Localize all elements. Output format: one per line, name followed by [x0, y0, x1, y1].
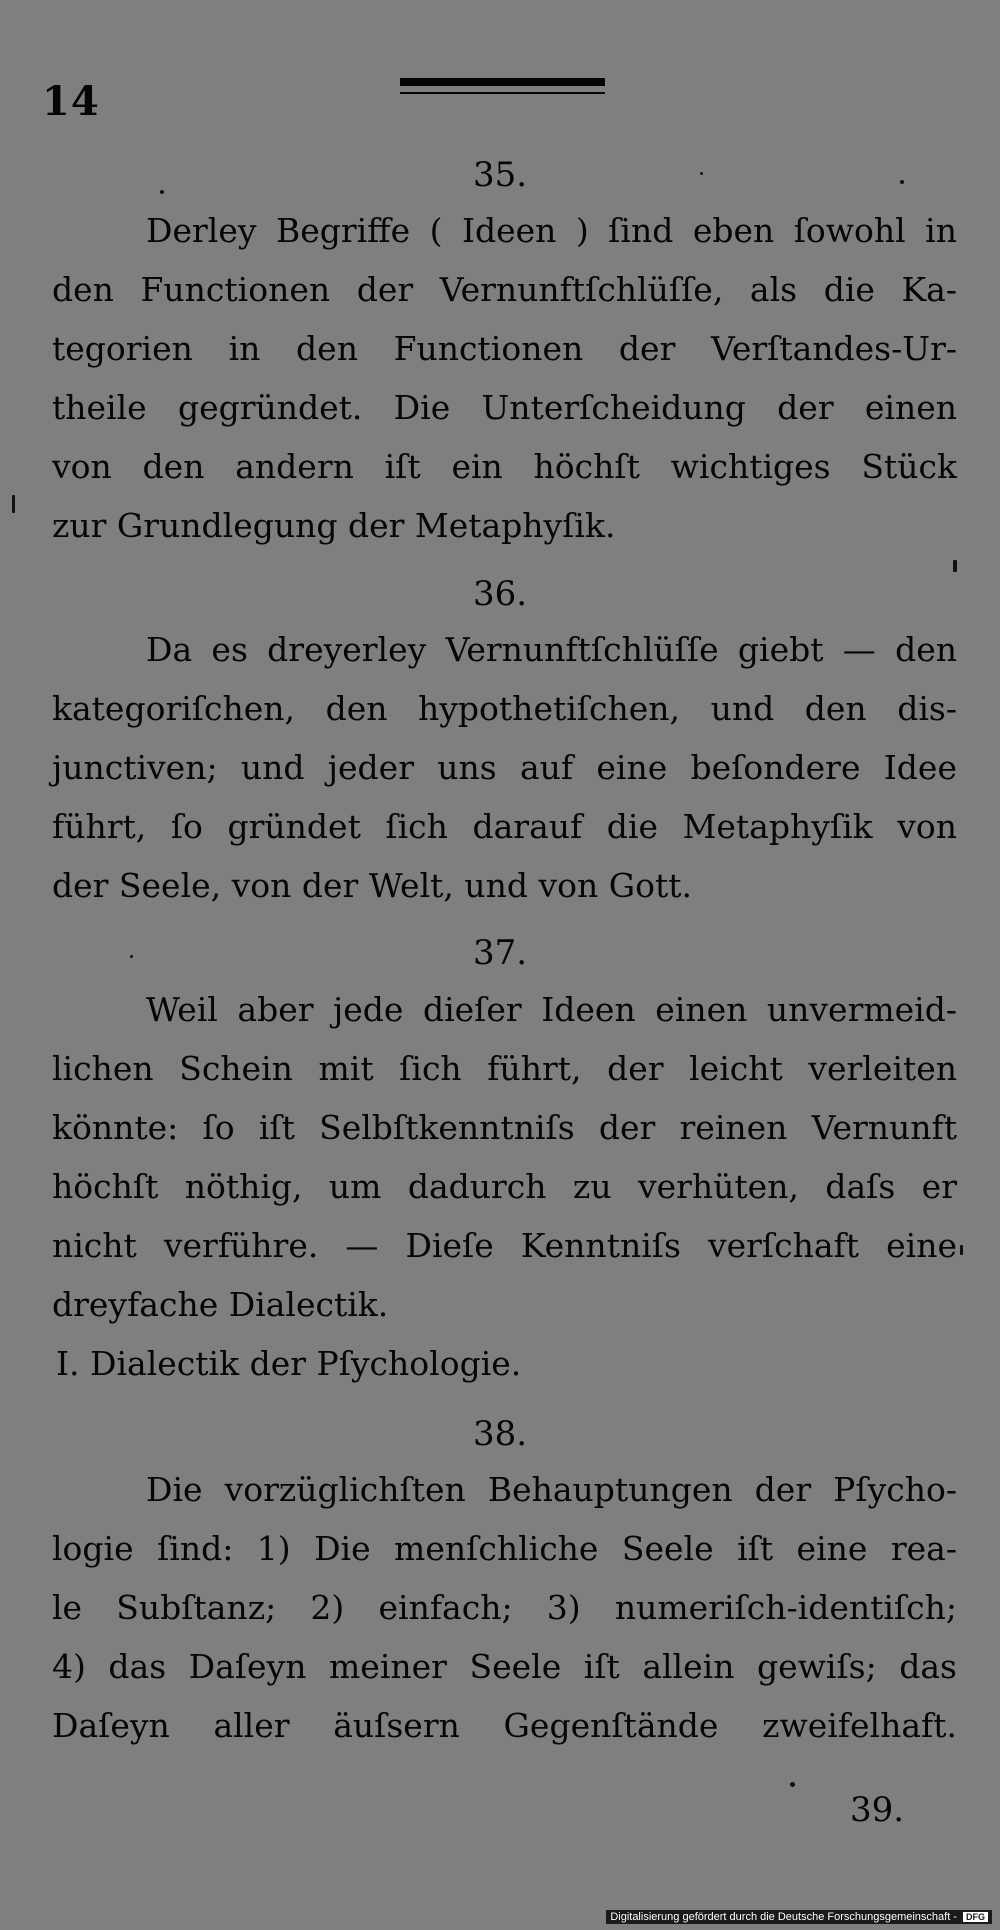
scan-speck: [130, 955, 133, 958]
text-line: nicht verführe. — Dieſe Kenntniſs verſchaft eine: [52, 1226, 957, 1265]
section-number: 36.: [472, 574, 528, 614]
scan-speck: [160, 190, 164, 194]
header-rule: [400, 78, 605, 86]
dfg-logo: DFG: [963, 1912, 988, 1922]
catchword: 39.: [850, 1790, 905, 1830]
text-line: führt, ſo gründet ſich darauf die Metaphyſik von: [52, 807, 957, 846]
page-number: 14: [42, 78, 100, 125]
text-line: den Functionen der Vernunftſchlüſſe, als die Ka-: [52, 270, 957, 309]
text-line: 4) das Daſeyn meiner Seele iſt allein gewiſs; das: [52, 1647, 957, 1686]
digitization-footer: [606, 1910, 992, 1924]
text-line: junctiven; und jeder uns auf eine beſondere Idee: [52, 748, 957, 787]
text-line: Die vorzüglichſten Behauptungen der Pſycho-: [146, 1470, 957, 1509]
text-line: theile gegründet. Die Unterſcheidung der einen: [52, 388, 957, 427]
text-line: tegorien in den Functionen der Verſtandes-Ur-: [52, 329, 957, 368]
text-line: kategoriſchen, den hypothetiſchen, und den dis-: [52, 689, 957, 728]
header-rule-thin: [400, 92, 605, 94]
text-line: Weil aber jede dieſer Ideen einen unvermeid-: [146, 990, 957, 1029]
text-line: logie ſind: 1) Die menſchliche Seele iſt eine rea-: [52, 1529, 957, 1568]
scan-speck: [953, 560, 957, 572]
text-line: zur Grundlegung der Metaphyſik.: [52, 506, 616, 545]
text-line: Derley Begriffe ( Ideen ) ſind eben ſowohl in: [146, 211, 957, 250]
text-line: von den andern iſt ein höchſt wichtiges Stück: [52, 447, 957, 486]
footer-text: Digitalisierung gefördert durch die Deutsche Forschungsgemeinschaft -: [610, 1911, 957, 1923]
text-line: le Subſtanz; 2) einfach; 3) numeriſch-identiſch;: [52, 1588, 957, 1627]
text-line: Da es dreyerley Vernunftſchlüſſe giebt — den: [146, 630, 957, 669]
section-number: 38.: [472, 1414, 528, 1454]
section-number: 35.: [472, 155, 528, 195]
text-line: lichen Schein mit ſich führt, der leicht verleiten: [52, 1049, 957, 1088]
scan-speck: [960, 1245, 963, 1255]
section-heading: I. Dialectik der Pſychologie.: [56, 1344, 522, 1383]
section-number: 37.: [472, 933, 528, 973]
text-line: der Seele, von der Welt, und von Gott.: [52, 866, 692, 905]
scan-speck: [12, 495, 15, 513]
text-line: höchſt nöthig, um dadurch zu verhüten, daſs er: [52, 1167, 957, 1206]
scan-speck: [700, 172, 703, 175]
text-line: Daſeyn aller äuſsern Gegenſtände zweifelhaft.: [52, 1706, 957, 1745]
text-line: dreyfache Dialectik.: [52, 1285, 389, 1324]
scan-speck: [900, 180, 904, 184]
scan-speck: [790, 1782, 795, 1787]
text-line: könnte: ſo iſt Selbſtkenntniſs der reinen Vernunft: [52, 1108, 957, 1147]
